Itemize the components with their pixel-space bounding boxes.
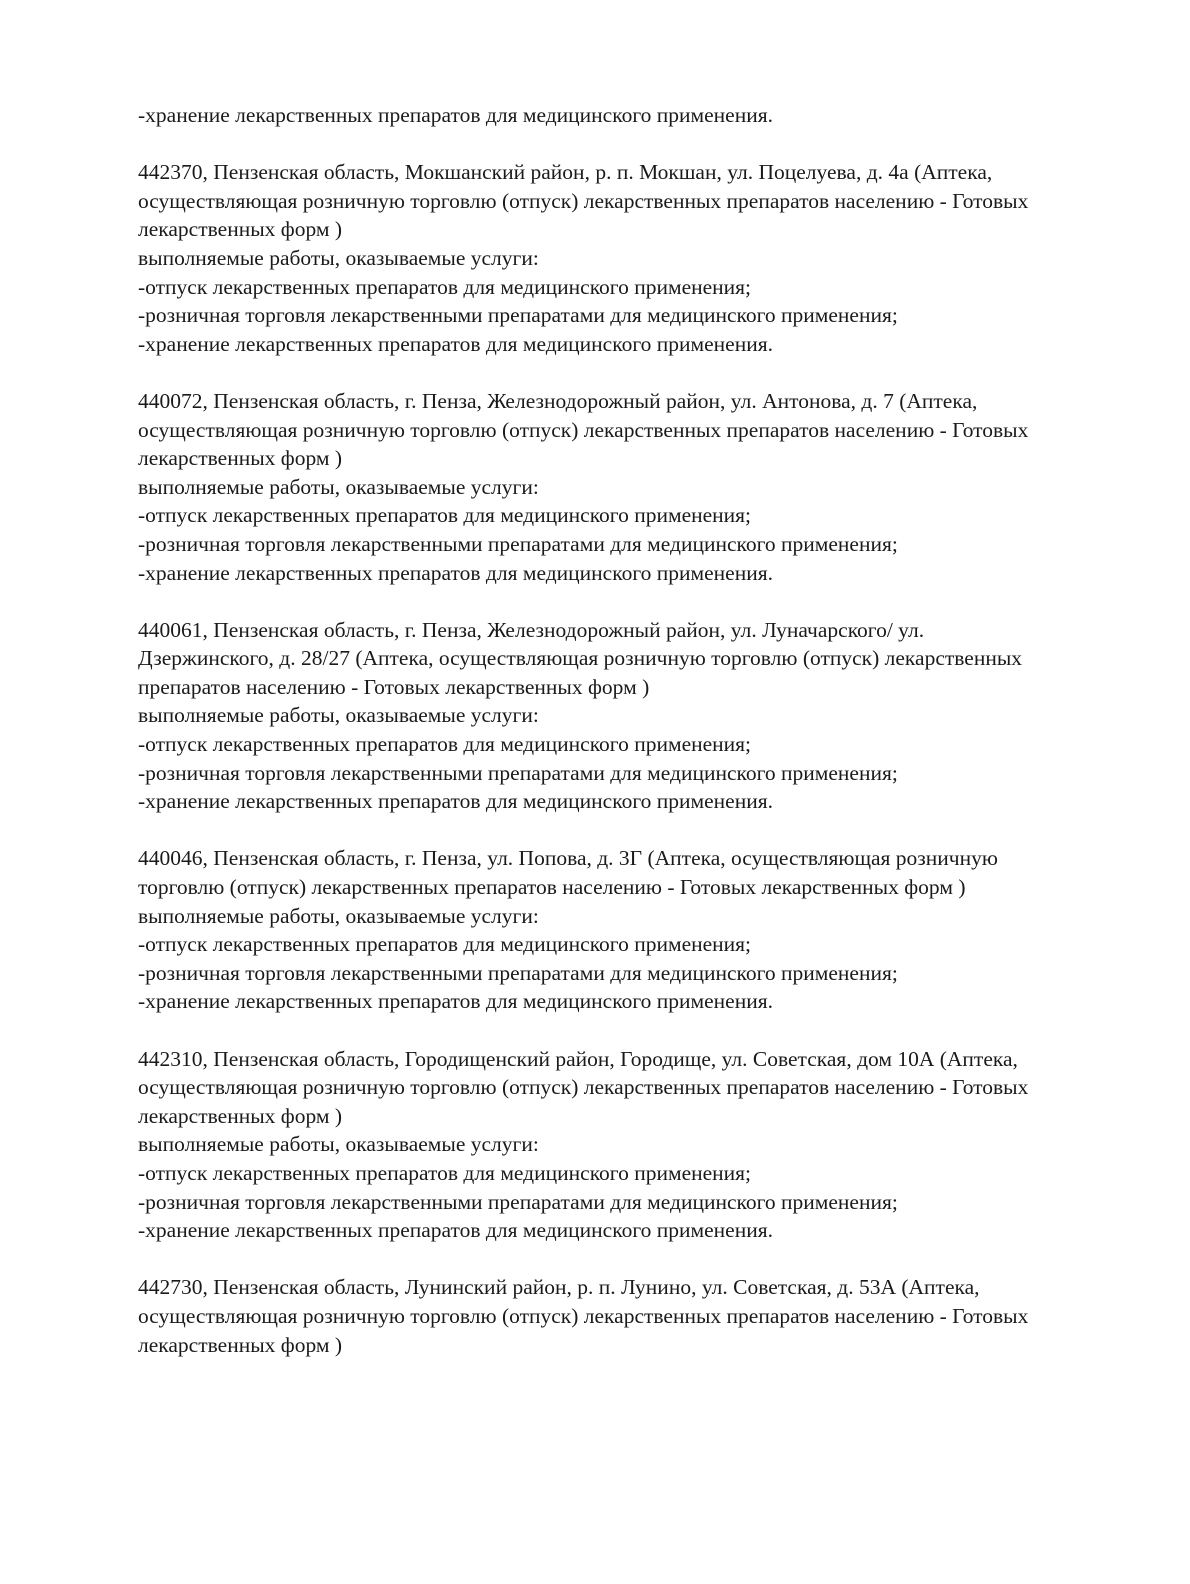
services-header: выполняемые работы, оказываемые услуги: (138, 903, 539, 928)
service-item: -хранение лекарственных препаратов для медицинского применения. (138, 331, 773, 356)
address-line: осуществляющая розничную торговлю (отпуск) лекарственных препаратов населению - Готовых (138, 188, 1029, 213)
service-item: -розничная торговля лекарственными препаратами для медицинского применения; (138, 960, 898, 985)
paragraph-gap (138, 1016, 1128, 1045)
service-item: -розничная торговля лекарственными препаратами для медицинского применения; (138, 303, 898, 328)
service-item: -отпуск лекарственных препаратов для медицинского применения; (138, 732, 752, 757)
address-line: лекарственных форм ) (138, 217, 343, 242)
service-item: -отпуск лекарственных препаратов для медицинского применения; (138, 1160, 752, 1185)
service-item: -розничная торговля лекарственными препаратами для медицинского применения; (138, 1189, 898, 1214)
services-header: выполняемые работы, оказываемые услуги: (138, 1132, 539, 1157)
address-line: лекарственных форм ) (138, 1332, 343, 1357)
address-line: лекарственных форм ) (138, 1103, 343, 1128)
service-item: -отпуск лекарственных препаратов для медицинского применения; (138, 274, 752, 299)
service-item: -хранение лекарственных препаратов для медицинского применения. (138, 789, 773, 814)
pharmacy-entry (138, 844, 1128, 1016)
address-line: 442310, Пензенская область, Городищенский район, Городище, ул. Советская, дом 10А (Аптека, (138, 1046, 1018, 1071)
services-header: выполняемые работы, оказываемые услуги: (138, 703, 539, 728)
address-line: осуществляющая розничную торговлю (отпуск) лекарственных препаратов населению - Готовых (138, 1075, 1029, 1100)
paragraph-gap (138, 1245, 1128, 1274)
address-line: осуществляющая розничную торговлю (отпуск) лекарственных препаратов населению - Готовых (138, 417, 1029, 442)
paragraph-gap (138, 358, 1128, 387)
document-page (138, 101, 1128, 1359)
pharmacy-entry (138, 616, 1128, 816)
service-item: -отпуск лекарственных препаратов для медицинского применения; (138, 932, 752, 957)
service-item: -хранение лекарственных препаратов для медицинского применения. (138, 989, 773, 1014)
address-line: осуществляющая розничную торговлю (отпуск) лекарственных препаратов населению - Готовых (138, 1303, 1029, 1328)
address-line: Дзержинского, д. 28/27 (Аптека, осуществляющая розничную торговлю (отпуск) лекарственных (138, 646, 1023, 671)
paragraph-gap (138, 130, 1128, 159)
service-item: -розничная торговля лекарственными препаратами для медицинского применения; (138, 531, 898, 556)
pharmacy-entry (138, 387, 1128, 587)
pharmacy-entry (138, 1045, 1128, 1245)
services-header: выполняемые работы, оказываемые услуги: (138, 474, 539, 499)
address-line: 442730, Пензенская область, Лунинский район, р. п. Лунино, ул. Советская, д. 53А (Аптека, (138, 1275, 980, 1300)
pharmacy-entry (138, 158, 1128, 358)
paragraph-gap (138, 816, 1128, 845)
paragraph-gap (138, 587, 1128, 616)
address-line: препаратов населению - Готовых лекарственных форм ) (138, 674, 650, 699)
intro-line: -хранение лекарственных препаратов для медицинского применения. (138, 103, 773, 127)
service-item: -хранение лекарственных препаратов для медицинского применения. (138, 560, 773, 585)
pharmacy-entry (138, 1273, 1128, 1359)
service-item: -розничная торговля лекарственными препаратами для медицинского применения; (138, 760, 898, 785)
service-item: -хранение лекарственных препаратов для медицинского применения. (138, 1218, 773, 1243)
address-line: 440061, Пензенская область, г. Пенза, Железнодорожный район, ул. Луначарского/ ул. (138, 617, 925, 642)
address-line: 440072, Пензенская область, г. Пенза, Железнодорожный район, ул. Антонова, д. 7 (Аптека, (138, 388, 978, 413)
address-line: 442370, Пензенская область, Мокшанский район, р. п. Мокшан, ул. Поцелуева, д. 4а (Аптека, (138, 160, 993, 185)
pharmacy-entries-list (138, 130, 1128, 1360)
services-header: выполняемые работы, оказываемые услуги: (138, 245, 539, 270)
address-line: лекарственных форм ) (138, 446, 343, 471)
address-line: торговлю (отпуск) лекарственных препаратов населению - Готовых лекарственных форм ) (138, 875, 966, 900)
service-item: -отпуск лекарственных препаратов для медицинского применения; (138, 503, 752, 528)
address-line: 440046, Пензенская область, г. Пенза, ул. Попова, д. 3Г (Аптека, осуществляющая розничную (138, 846, 998, 871)
